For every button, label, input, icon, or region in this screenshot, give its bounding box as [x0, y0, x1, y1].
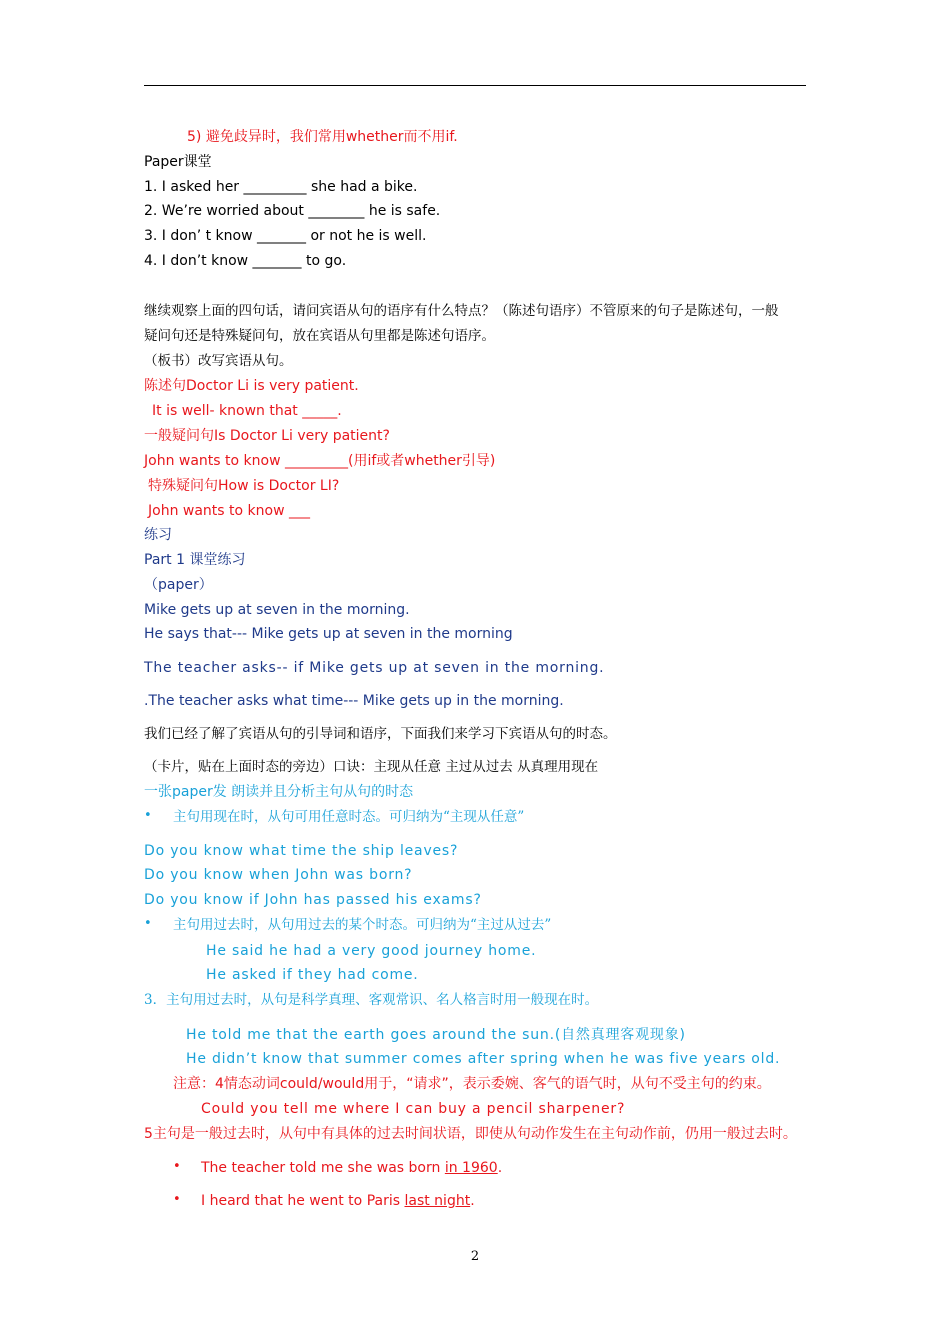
example-line: Do you know what time the ship leaves?: [144, 843, 459, 859]
section-heading: 练习: [144, 527, 172, 543]
exercise-item: 4. I don’t know _______ to go.: [144, 253, 347, 269]
example-line: I heard that he went to Paris last night.: [201, 1193, 475, 1209]
underlined-time-phrase: in 1960: [444, 1160, 498, 1176]
example-line: He didn’t know that summer comes after spring when he was five years old.: [186, 1051, 781, 1067]
practice-line: The teacher asks-- if Mike gets up at seven in the morning.: [144, 660, 605, 676]
text-line: 5) 避免歧异时，我们常用whether而不用if.: [187, 129, 458, 145]
example-line: He said he had a very good journey home.: [206, 943, 537, 959]
text-line: （paper）: [144, 577, 213, 593]
exercise-item: 3. I don’ t know _______ or not he is well.: [144, 228, 427, 244]
example-line: Do you know when John was born?: [144, 867, 413, 883]
practice-line: .The teacher asks what time--- Mike gets up in the morning.: [144, 693, 564, 709]
rule-line: 3．主句用过去时，从句是科学真理、客观常识、名人格言时用一般现在时。: [144, 992, 599, 1008]
example-line: John wants to know _________(用if或者whether引导): [144, 453, 496, 469]
example-line: 一般疑问句Is Doctor Li very patient?: [144, 428, 390, 444]
example-line: He asked if they had come.: [206, 967, 419, 983]
practice-line: He says that--- Mike gets up at seven in the morning: [144, 626, 513, 642]
bullet-icon: •: [144, 808, 152, 823]
example-line: John wants to know ___: [148, 503, 310, 519]
example-line: 陈述句Doctor Li is very patient.: [144, 378, 359, 394]
rule-line: 5主句是一般过去时，从句中有具体的过去时间状语，即使从句动作发生在主句动作前，仍用一般过去时。: [144, 1126, 797, 1142]
text-line: （板书）改写宾语从句。: [144, 353, 293, 369]
rule-line: 主句用现在时，从句可用任意时态。可归纳为“主现从任意”: [173, 809, 525, 825]
text-line: 继续观察上面的四句话，请问宾语从句的语序有什么特点？（陈述句语序）不管原来的句子是陈述句，一般: [144, 303, 779, 319]
exercise-item: 1. I asked her _________ she had a bike.: [144, 179, 418, 195]
rule-line: 主句用过去时，从句用过去的某个时态。可归纳为“主过从过去”: [173, 917, 552, 933]
example-line: Could you tell me where I can buy a pencil sharpener?: [201, 1101, 626, 1117]
text-line: Paper课堂: [144, 154, 212, 170]
bullet-icon: •: [173, 1192, 181, 1207]
example-line: Do you know if John has passed his exams?: [144, 892, 482, 908]
text-line: （卡片，贴在上面时态的旁边）口诀：主现从任意 主过从过去 从真理用现在: [144, 759, 599, 775]
bullet-icon: •: [144, 916, 152, 931]
text-line: 一张paper发 朗读并且分析主句从句的时态: [144, 784, 414, 800]
exercise-item: 2. We’re worried about ________ he is safe.: [144, 203, 441, 219]
text-line: 疑问句还是特殊疑问句，放在宾语从句里都是陈述句语序。: [144, 328, 495, 344]
text-line: 我们已经了解了宾语从句的引导词和语序，下面我们来学习下宾语从句的时态。: [144, 726, 617, 742]
example-line: He told me that the earth goes around the sun.(自然真理客观现象): [186, 1027, 686, 1043]
example-line: 特殊疑问句How is Doctor LI?: [148, 478, 340, 494]
underlined-time-phrase: last night: [404, 1193, 471, 1209]
example-line: The teacher told me she was born in 1960.: [201, 1160, 503, 1176]
practice-line: Mike gets up at seven in the morning.: [144, 602, 410, 618]
note-line: 注意：4情态动词could/would用于，“请求”，表示委婉、客气的语气时，从句不受主句的约束。: [173, 1076, 771, 1092]
header-rule: [144, 85, 806, 86]
bullet-icon: •: [173, 1159, 181, 1174]
section-heading: Part 1 课堂练习: [144, 552, 246, 568]
example-line: It is well- known that _____.: [152, 403, 342, 419]
page-number: 2: [470, 1249, 480, 1264]
